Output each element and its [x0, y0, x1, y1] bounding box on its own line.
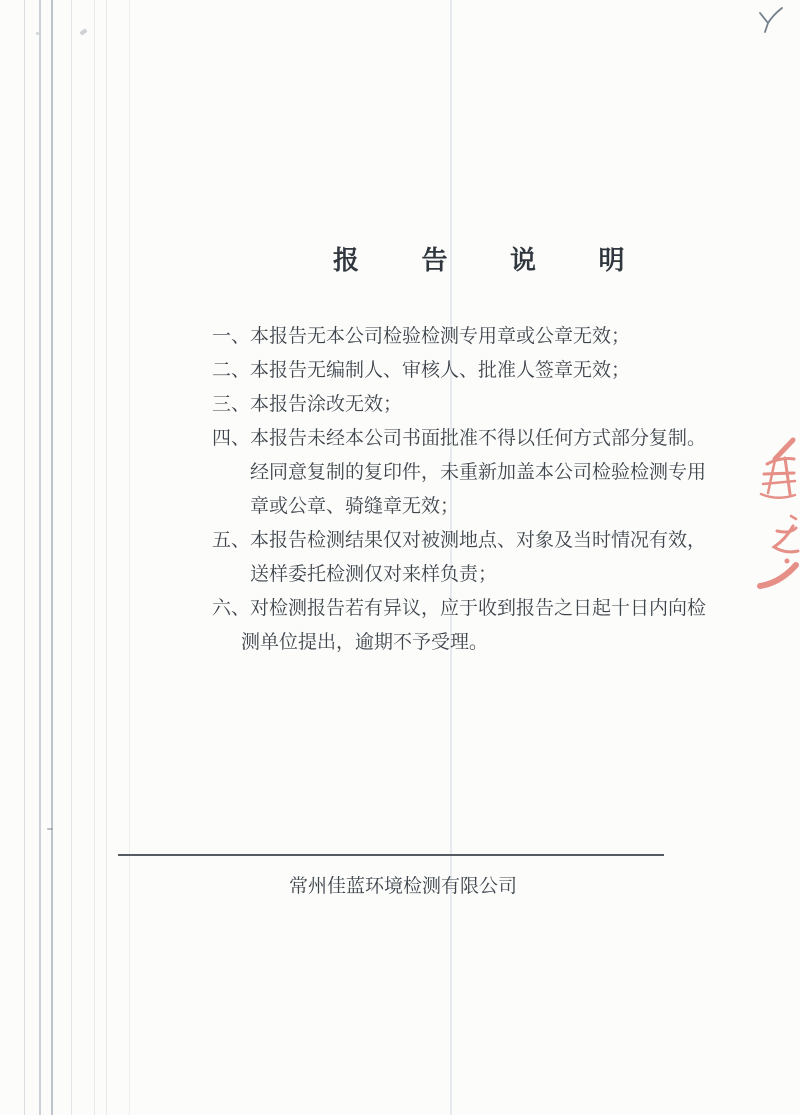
- footer-divider-line: [118, 854, 664, 856]
- company-name: 常州佳蓝环境检测有限公司: [288, 876, 517, 897]
- page-title: 报 告 说 明: [333, 246, 653, 275]
- note-text: 章或公章、骑缝章无效；: [250, 496, 460, 517]
- scan-edge-line: [51, 0, 53, 1115]
- note-line-continuation: [212, 558, 722, 592]
- note-text: 本报告无本公司检验检测专用章或公章无效；: [250, 326, 631, 347]
- note-marker: [212, 456, 250, 490]
- note-line: [212, 422, 722, 456]
- red-seal-fragment-icon: [748, 428, 800, 598]
- note-marker: [212, 490, 250, 524]
- note-text: 对检测报告若有异议，应于收到报告之日起十日内向检: [250, 598, 707, 619]
- note-marker: 一、: [212, 326, 251, 347]
- note-marker: [212, 558, 250, 592]
- note-marker: 四、: [212, 428, 251, 449]
- note-line-continuation: [212, 626, 722, 660]
- note-line: [212, 524, 722, 558]
- note-text: 本报告未经本公司书面批准不得以任何方式部分复制。: [250, 428, 707, 449]
- note-text: 测单位提出，逾期不予受理。: [241, 632, 489, 653]
- note-marker: 二、: [212, 360, 251, 381]
- note-marker: 三、: [212, 394, 251, 415]
- note-text: 送样委托检测仅对来样负责；: [250, 564, 498, 585]
- scan-edge-line: [129, 0, 130, 1115]
- scan-edge-line: [71, 0, 72, 1115]
- note-text: 经同意复制的复印件，未重新加盖本公司检验检测专用: [250, 462, 707, 483]
- scan-edge-line: [106, 0, 107, 1115]
- scan-edge-line: [24, 0, 25, 1115]
- note-text: 本报告检测结果仅对被测地点、对象及当时情况有效，: [250, 530, 707, 551]
- note-marker: [212, 626, 241, 660]
- note-line-continuation: [212, 456, 722, 490]
- scan-speck: [36, 32, 39, 35]
- note-line-continuation: [212, 490, 722, 524]
- note-marker: 五、: [212, 530, 251, 551]
- scan-speck: [47, 828, 53, 830]
- handwritten-tick-icon: [757, 6, 787, 36]
- scan-edge-line: [94, 0, 95, 1115]
- note-line: [212, 320, 722, 354]
- note-text: 本报告涂改无效；: [250, 394, 403, 415]
- note-marker: 六、: [212, 598, 251, 619]
- note-text: 本报告无编制人、审核人、批准人签章无效；: [250, 360, 631, 381]
- note-line: [212, 388, 722, 422]
- scan-speck: [79, 28, 87, 35]
- report-notes-list: [212, 320, 722, 660]
- scan-edge-line: [39, 0, 41, 1115]
- note-line: [212, 592, 722, 626]
- note-line: [212, 354, 722, 388]
